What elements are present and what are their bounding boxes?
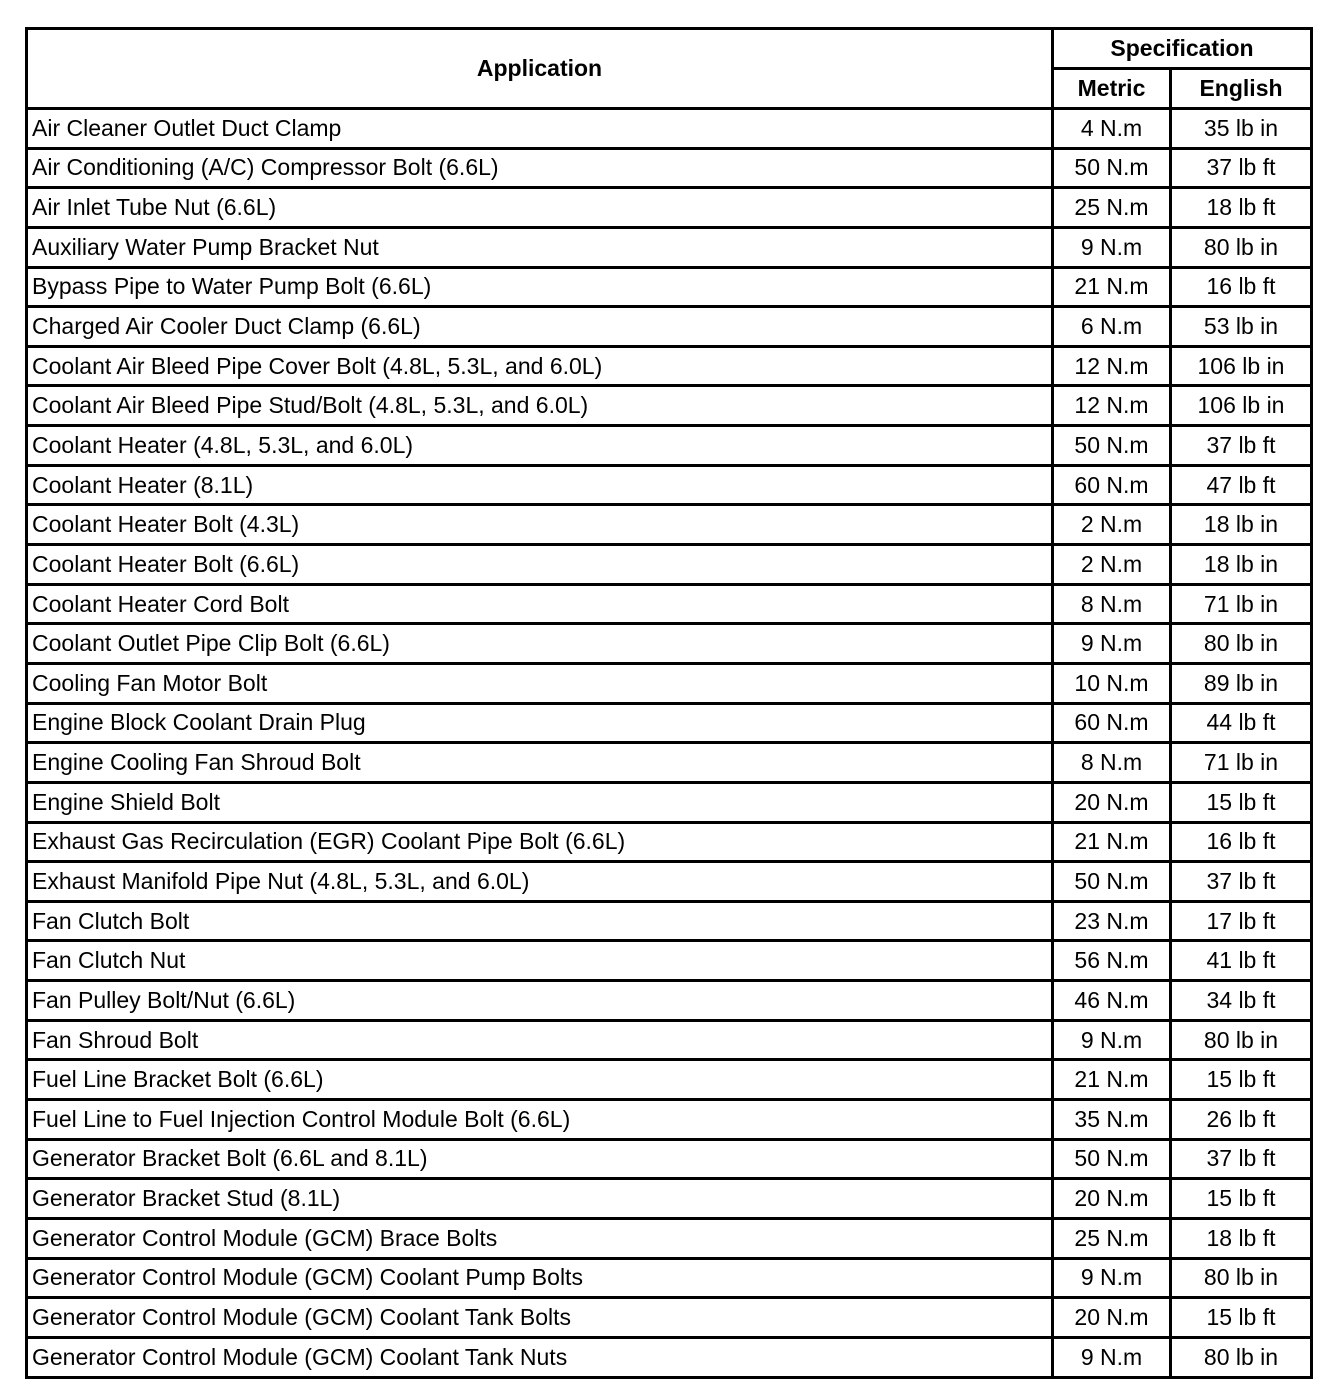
application-cell: Generator Control Module (GCM) Brace Bolts (27, 1218, 1053, 1258)
application-cell: Coolant Heater Bolt (4.3L) (27, 505, 1053, 545)
application-cell: Coolant Heater Cord Bolt (27, 584, 1053, 624)
english-cell: 15 lb ft (1171, 1060, 1312, 1100)
application-cell: Auxiliary Water Pump Bracket Nut (27, 227, 1053, 267)
application-cell: Fuel Line Bracket Bolt (6.6L) (27, 1060, 1053, 1100)
application-cell: Exhaust Manifold Pipe Nut (4.8L, 5.3L, and 6.0L) (27, 862, 1053, 902)
application-cell: Fuel Line to Fuel Injection Control Module Bolt (6.6L) (27, 1100, 1053, 1140)
english-cell: 26 lb ft (1171, 1100, 1312, 1140)
english-cell: 37 lb ft (1171, 148, 1312, 188)
metric-cell: 23 N.m (1053, 901, 1171, 941)
metric-cell: 25 N.m (1053, 188, 1171, 228)
table-row (27, 901, 1312, 941)
metric-cell: 21 N.m (1053, 822, 1171, 862)
table-row (27, 782, 1312, 822)
table-row (27, 1139, 1312, 1179)
english-cell: 35 lb in (1171, 109, 1312, 149)
table-row (27, 981, 1312, 1021)
table-row (27, 545, 1312, 585)
english-cell: 15 lb ft (1171, 1179, 1312, 1219)
table-row (27, 307, 1312, 347)
application-cell: Fan Clutch Nut (27, 941, 1053, 981)
english-cell: 18 lb ft (1171, 188, 1312, 228)
english-cell: 18 lb in (1171, 545, 1312, 585)
table-row (27, 624, 1312, 664)
english-cell: 37 lb ft (1171, 862, 1312, 902)
table-row (27, 1298, 1312, 1338)
application-cell: Generator Control Module (GCM) Coolant Tank Nuts (27, 1337, 1053, 1377)
metric-cell: 50 N.m (1053, 426, 1171, 466)
table-row (27, 584, 1312, 624)
english-cell: 80 lb in (1171, 624, 1312, 664)
english-cell: 44 lb ft (1171, 703, 1312, 743)
application-cell: Engine Block Coolant Drain Plug (27, 703, 1053, 743)
metric-cell: 25 N.m (1053, 1218, 1171, 1258)
application-cell: Exhaust Gas Recirculation (EGR) Coolant Pipe Bolt (6.6L) (27, 822, 1053, 862)
english-cell: 15 lb ft (1171, 782, 1312, 822)
application-cell: Engine Shield Bolt (27, 782, 1053, 822)
table-row (27, 862, 1312, 902)
english-cell: 34 lb ft (1171, 981, 1312, 1021)
metric-cell: 50 N.m (1053, 148, 1171, 188)
table-row (27, 663, 1312, 703)
application-cell: Fan Shroud Bolt (27, 1020, 1053, 1060)
table-row (27, 1179, 1312, 1219)
english-cell: 71 lb in (1171, 584, 1312, 624)
metric-cell: 12 N.m (1053, 386, 1171, 426)
table-row (27, 148, 1312, 188)
application-cell: Coolant Heater (8.1L) (27, 465, 1053, 505)
english-cell: 80 lb in (1171, 227, 1312, 267)
application-cell: Coolant Air Bleed Pipe Cover Bolt (4.8L, 5.3L, and 6.0L) (27, 346, 1053, 386)
metric-cell: 50 N.m (1053, 1139, 1171, 1179)
table-row (27, 822, 1312, 862)
metric-cell: 60 N.m (1053, 465, 1171, 505)
english-cell: 106 lb in (1171, 346, 1312, 386)
metric-cell: 8 N.m (1053, 584, 1171, 624)
header-english: English (1171, 69, 1312, 109)
metric-cell: 20 N.m (1053, 782, 1171, 822)
english-cell: 47 lb ft (1171, 465, 1312, 505)
english-cell: 89 lb in (1171, 663, 1312, 703)
english-cell: 41 lb ft (1171, 941, 1312, 981)
english-cell: 16 lb ft (1171, 822, 1312, 862)
table-row (27, 941, 1312, 981)
metric-cell: 9 N.m (1053, 1020, 1171, 1060)
application-cell: Cooling Fan Motor Bolt (27, 663, 1053, 703)
metric-cell: 8 N.m (1053, 743, 1171, 783)
metric-cell: 4 N.m (1053, 109, 1171, 149)
metric-cell: 21 N.m (1053, 1060, 1171, 1100)
metric-cell: 20 N.m (1053, 1298, 1171, 1338)
table-row (27, 1258, 1312, 1298)
table-row (27, 1060, 1312, 1100)
english-cell: 80 lb in (1171, 1337, 1312, 1377)
metric-cell: 9 N.m (1053, 227, 1171, 267)
table-row (27, 267, 1312, 307)
metric-cell: 46 N.m (1053, 981, 1171, 1021)
application-cell: Generator Bracket Stud (8.1L) (27, 1179, 1053, 1219)
application-cell: Charged Air Cooler Duct Clamp (6.6L) (27, 307, 1053, 347)
table-row (27, 109, 1312, 149)
table-header (27, 29, 1312, 109)
table-row (27, 227, 1312, 267)
metric-cell: 60 N.m (1053, 703, 1171, 743)
table-row (27, 505, 1312, 545)
metric-cell: 6 N.m (1053, 307, 1171, 347)
header-specification: Specification (1053, 29, 1312, 69)
table-row (27, 346, 1312, 386)
english-cell: 16 lb ft (1171, 267, 1312, 307)
table-row (27, 465, 1312, 505)
application-cell: Generator Control Module (GCM) Coolant Tank Bolts (27, 1298, 1053, 1338)
english-cell: 37 lb ft (1171, 426, 1312, 466)
metric-cell: 12 N.m (1053, 346, 1171, 386)
table-row (27, 703, 1312, 743)
metric-cell: 21 N.m (1053, 267, 1171, 307)
application-cell: Air Cleaner Outlet Duct Clamp (27, 109, 1053, 149)
english-cell: 15 lb ft (1171, 1298, 1312, 1338)
english-cell: 17 lb ft (1171, 901, 1312, 941)
metric-cell: 9 N.m (1053, 1337, 1171, 1377)
table-row (27, 188, 1312, 228)
metric-cell: 9 N.m (1053, 624, 1171, 664)
application-cell: Generator Bracket Bolt (6.6L and 8.1L) (27, 1139, 1053, 1179)
english-cell: 80 lb in (1171, 1258, 1312, 1298)
application-cell: Air Conditioning (A/C) Compressor Bolt (6.6L) (27, 148, 1053, 188)
table-row (27, 743, 1312, 783)
application-cell: Coolant Heater (4.8L, 5.3L, and 6.0L) (27, 426, 1053, 466)
table-row (27, 1337, 1312, 1377)
metric-cell: 10 N.m (1053, 663, 1171, 703)
table-row (27, 426, 1312, 466)
application-cell: Generator Control Module (GCM) Coolant Pump Bolts (27, 1258, 1053, 1298)
application-cell: Fan Pulley Bolt/Nut (6.6L) (27, 981, 1053, 1021)
metric-cell: 9 N.m (1053, 1258, 1171, 1298)
english-cell: 18 lb ft (1171, 1218, 1312, 1258)
english-cell: 18 lb in (1171, 505, 1312, 545)
table-row (27, 1218, 1312, 1258)
table-body (27, 109, 1312, 1378)
metric-cell: 20 N.m (1053, 1179, 1171, 1219)
english-cell: 106 lb in (1171, 386, 1312, 426)
application-cell: Fan Clutch Bolt (27, 901, 1053, 941)
metric-cell: 2 N.m (1053, 545, 1171, 585)
header-metric: Metric (1053, 69, 1171, 109)
table-row (27, 1100, 1312, 1140)
application-cell: Engine Cooling Fan Shroud Bolt (27, 743, 1053, 783)
application-cell: Coolant Heater Bolt (6.6L) (27, 545, 1053, 585)
metric-cell: 35 N.m (1053, 1100, 1171, 1140)
english-cell: 37 lb ft (1171, 1139, 1312, 1179)
application-cell: Air Inlet Tube Nut (6.6L) (27, 188, 1053, 228)
table-row (27, 386, 1312, 426)
english-cell: 53 lb in (1171, 307, 1312, 347)
torque-spec-table (25, 27, 1313, 1379)
english-cell: 80 lb in (1171, 1020, 1312, 1060)
english-cell: 71 lb in (1171, 743, 1312, 783)
metric-cell: 56 N.m (1053, 941, 1171, 981)
header-application: Application (27, 29, 1053, 109)
application-cell: Coolant Outlet Pipe Clip Bolt (6.6L) (27, 624, 1053, 664)
metric-cell: 50 N.m (1053, 862, 1171, 902)
application-cell: Bypass Pipe to Water Pump Bolt (6.6L) (27, 267, 1053, 307)
application-cell: Coolant Air Bleed Pipe Stud/Bolt (4.8L, 5.3L, and 6.0L) (27, 386, 1053, 426)
metric-cell: 2 N.m (1053, 505, 1171, 545)
table-row (27, 1020, 1312, 1060)
